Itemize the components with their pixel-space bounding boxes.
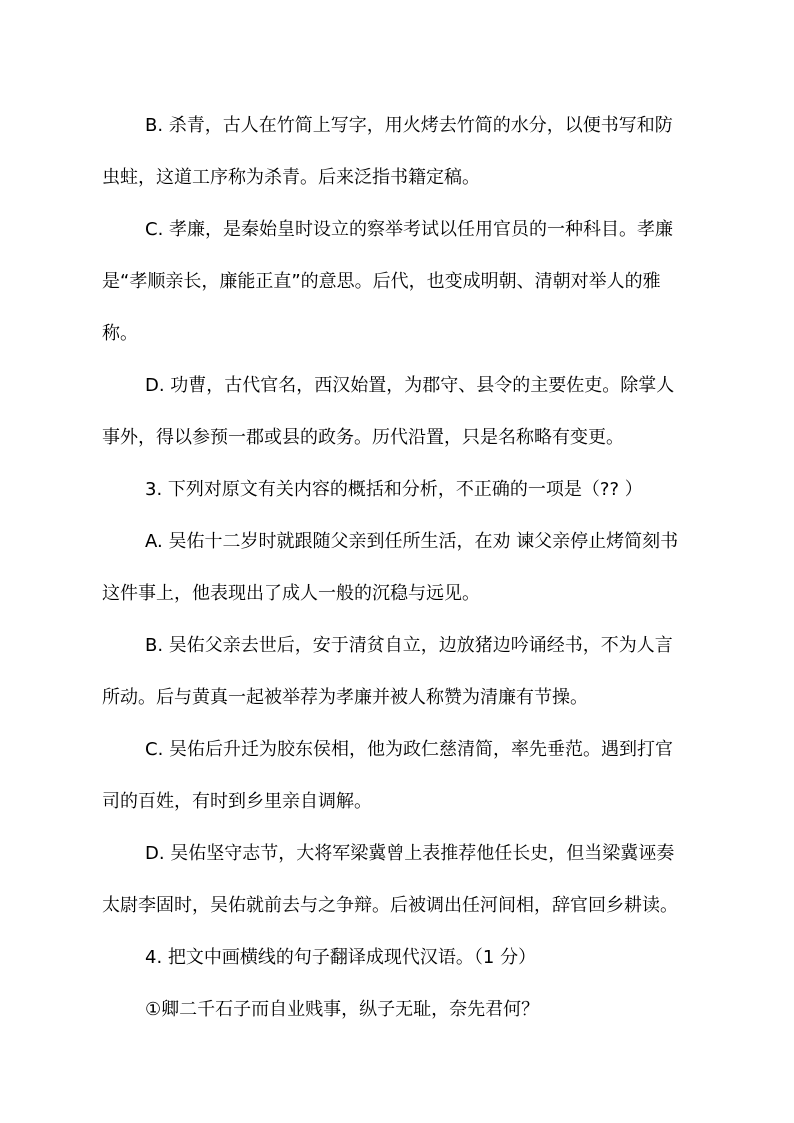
q3-option-c-line-2: 司的百姓，有时到乡里亲自调解。 — [102, 791, 372, 812]
question-3-stem: 3. 下列对原文有关内容的概括和分析，不正确的一项是（?? ） — [145, 479, 643, 500]
q3-option-a-line-1: A. 吴佑十二岁时就跟随父亲到任所生活，在劝 谏父亲停止烤简刻书 — [145, 531, 679, 552]
question-4-item-1: ①卿二千石子而自业贱事，纵子无耻，奈先君何？ — [145, 999, 540, 1020]
question-4-stem: 4. 把文中画横线的句子翻译成现代汉语。（1 分） — [145, 947, 537, 968]
option-c-line-3: 称。 — [102, 323, 138, 344]
q3-option-d-line-1: D. 吴佑坚守志节，大将军梁冀曾上表推荐他任长史，但当梁冀诬奏 — [145, 843, 675, 864]
q3-option-d-line-2: 太尉李固时，吴佑就前去与之争辩。后被调出任河间相，辞官回乡耕读。 — [102, 895, 678, 916]
q3-option-c-line-1: C. 吴佑后升迁为胶东侯相，他为政仁慈清简，率先垂范。遇到打官 — [145, 739, 674, 760]
q3-option-a-line-2: 这件事上，他表现出了成人一般的沉稳与远见。 — [102, 583, 480, 604]
option-c-line-2: 是“孝顺亲长，廉能正直”的意思。后代，也变成明朝、清朝对举人的雅 — [102, 271, 661, 292]
option-d-line-2: 事外，得以参预一郡或县的政务。历代沿置，只是名称略有变更。 — [102, 427, 624, 448]
q3-option-b-line-1: B. 吴佑父亲去世后，安于清贫自立，边放猪边吟诵经书，不为人言 — [145, 635, 673, 656]
q3-option-b-line-2: 所动。后与黄真一起被举荐为孝廉并被人称赞为清廉有节操。 — [102, 687, 588, 708]
option-d-line-1: D. 功曹，古代官名，西汉始置，为郡守、县令的主要佐吏。除掌人 — [145, 375, 675, 396]
option-b-line-2: 虫蛀，这道工序称为杀青。后来泛指书籍定稿。 — [102, 167, 480, 188]
option-b-line-1: B. 杀青，古人在竹简上写字，用火烤去竹简的水分，以便书写和防 — [145, 115, 673, 136]
option-c-line-1: C. 孝廉，是秦始皇时设立的察举考试以任用官员的一种科目。孝廉 — [145, 219, 674, 240]
